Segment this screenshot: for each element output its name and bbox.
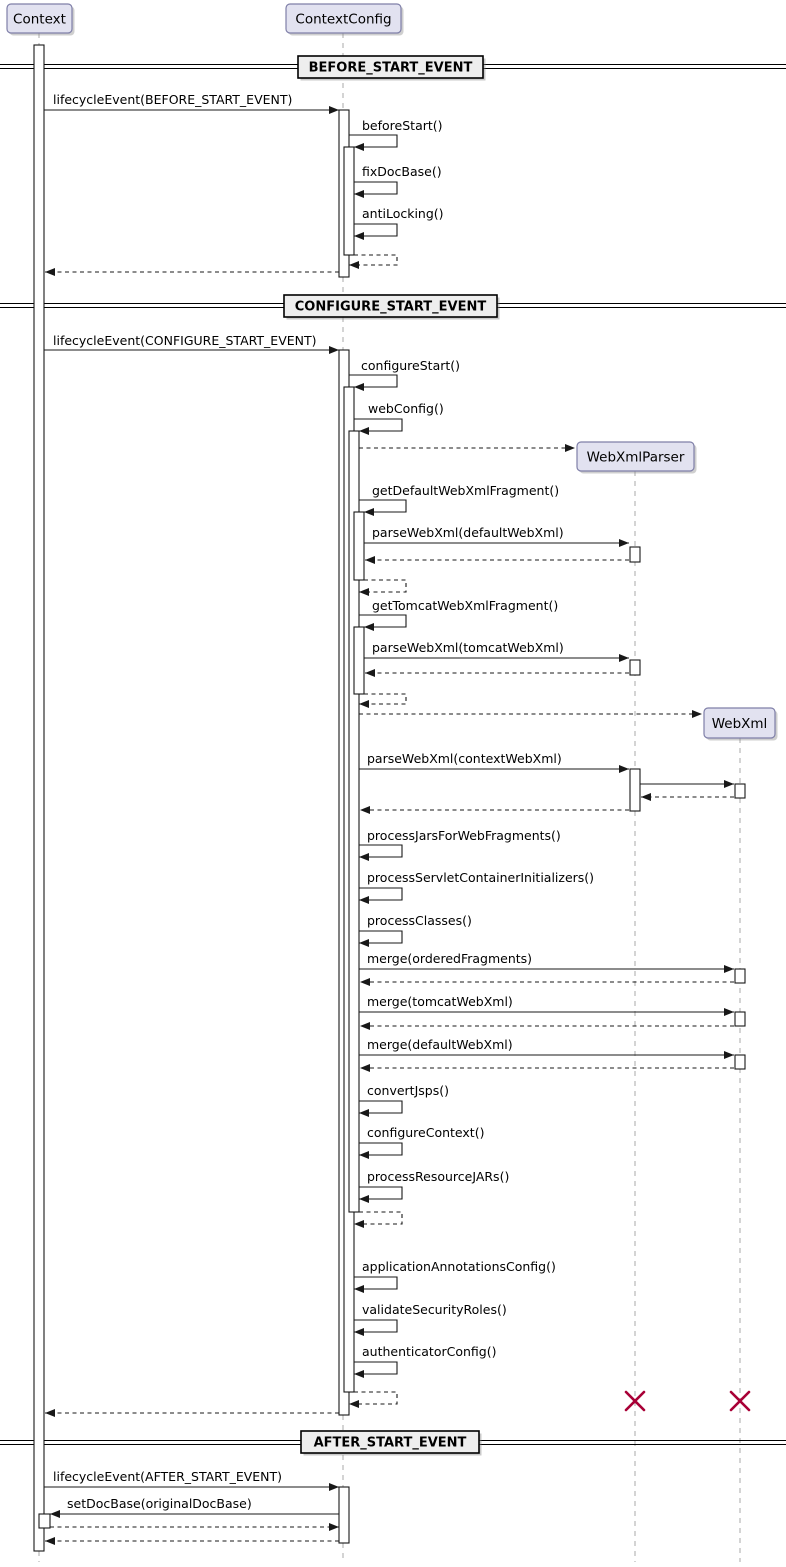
arrowhead-icon [724, 1008, 734, 1016]
arrowhead-icon [359, 1195, 369, 1203]
message-label: processClasses() [367, 913, 472, 928]
divider-label-configure-start-event: CONFIGURE_START_EVENT [294, 299, 487, 315]
arrowhead-icon [364, 508, 374, 516]
arrowhead-icon [641, 793, 651, 801]
message-label: configureContext() [367, 1125, 485, 1140]
activation-bar-web-xml-parser [630, 769, 640, 811]
arrowhead-icon [359, 1109, 369, 1117]
arrowhead-icon [359, 1151, 369, 1159]
participant-label-context: Context [13, 11, 66, 28]
activation-bar-web-xml [735, 1012, 745, 1026]
arrowhead-icon [359, 896, 369, 904]
message-label: setDocBase(originalDocBase) [67, 1496, 252, 1511]
self-message-arrow [359, 615, 406, 627]
message-label: configureStart() [361, 358, 461, 373]
message-label: processJarsForWebFragments() [367, 828, 561, 843]
activation-bar-context-config [339, 1487, 349, 1543]
arrowhead-icon [329, 1523, 339, 1531]
arrowhead-icon [354, 1370, 364, 1378]
self-message-arrow [349, 375, 397, 387]
destroy-x-icon-web-xml [731, 1392, 749, 1410]
participant-label-context-config: ContextConfig [295, 11, 392, 28]
arrowhead-icon [692, 710, 702, 718]
message-label: lifecycleEvent(CONFIGURE_START_EVENT) [53, 333, 317, 348]
message-label: merge(defaultWebXml) [367, 1037, 513, 1052]
message-label: merge(orderedFragments) [367, 951, 533, 966]
arrowhead-icon [349, 1400, 359, 1408]
arrowhead-icon [359, 853, 369, 861]
activation-bar-context-config [344, 147, 354, 255]
message-label: authenticatorConfig() [362, 1344, 497, 1359]
message-label: parseWebXml(defaultWebXml) [372, 525, 564, 540]
arrowhead-icon [45, 1537, 55, 1545]
message-label: parseWebXml(contextWebXml) [367, 751, 562, 766]
participant-label-web-xml: WebXml [711, 716, 768, 732]
arrowhead-icon [359, 427, 369, 435]
arrowhead-icon [354, 383, 364, 391]
arrowhead-icon [359, 700, 369, 708]
arrowhead-icon [365, 556, 375, 564]
arrowhead-icon [724, 965, 734, 973]
message-label: getDefaultWebXmlFragment() [372, 483, 560, 498]
arrowhead-icon [354, 1285, 364, 1293]
arrowhead-icon [364, 623, 374, 631]
arrowhead-icon [619, 765, 629, 773]
activation-bar-web-xml [735, 784, 745, 798]
message-label: webConfig() [368, 401, 444, 416]
arrowhead-icon [359, 939, 369, 947]
arrowhead-icon [354, 1220, 364, 1228]
arrowhead-icon [329, 1483, 339, 1491]
activation-bar-context [34, 45, 44, 1551]
arrowhead-icon [359, 588, 369, 596]
activation-bar-web-xml-parser [630, 547, 640, 562]
arrowhead-icon [354, 1328, 364, 1336]
arrowhead-icon [565, 444, 575, 452]
arrowhead-icon [619, 654, 629, 662]
arrowhead-icon [619, 539, 629, 547]
arrowhead-icon [360, 1064, 370, 1072]
message-label: processResourceJARs() [367, 1169, 510, 1184]
activation-bar-web-xml [735, 969, 745, 983]
arrowhead-icon [360, 1022, 370, 1030]
arrowhead-icon [45, 268, 55, 276]
message-label: validateSecurityRoles() [362, 1302, 507, 1317]
activation-bar-web-xml-parser [630, 660, 640, 675]
arrowhead-icon [329, 106, 339, 114]
arrowhead-icon [724, 780, 734, 788]
message-label: lifecycleEvent(BEFORE_START_EVENT) [53, 92, 293, 107]
arrowhead-icon [45, 1409, 55, 1417]
self-message-arrow [349, 135, 397, 147]
arrowhead-icon [724, 1051, 734, 1059]
message-label: processServletContainerInitializers() [367, 870, 595, 885]
arrowhead-icon [50, 1510, 60, 1518]
arrowhead-icon [354, 190, 364, 198]
message-label: beforeStart() [362, 118, 443, 133]
activation-bar-context [39, 1514, 50, 1528]
arrowhead-icon [365, 669, 375, 677]
arrowhead-icon [354, 143, 364, 151]
arrowhead-icon [329, 346, 339, 354]
message-label: fixDocBase() [362, 164, 442, 179]
divider-label-before-start-event: BEFORE_START_EVENT [308, 60, 473, 76]
message-label: parseWebXml(tomcatWebXml) [372, 640, 564, 655]
message-label: merge(tomcatWebXml) [367, 994, 513, 1009]
activation-bar-web-xml [735, 1055, 745, 1069]
arrowhead-icon [349, 261, 359, 269]
arrowhead-icon [360, 806, 370, 814]
message-label: applicationAnnotationsConfig() [362, 1259, 556, 1274]
arrowhead-icon [360, 978, 370, 986]
divider-label-after-start-event: AFTER_START_EVENT [313, 1435, 467, 1451]
message-label: antiLocking() [362, 206, 444, 221]
arrowhead-icon [354, 232, 364, 240]
message-label: getTomcatWebXmlFragment() [372, 598, 559, 613]
participant-label-web-xml-parser: WebXmlParser [586, 449, 685, 466]
activation-bar-context-config [354, 627, 364, 694]
message-label: lifecycleEvent(AFTER_START_EVENT) [53, 1469, 283, 1484]
self-message-arrow [354, 419, 402, 431]
message-label: convertJsps() [367, 1083, 449, 1098]
self-message-arrow [359, 500, 406, 512]
activation-bar-context-config [354, 512, 364, 580]
